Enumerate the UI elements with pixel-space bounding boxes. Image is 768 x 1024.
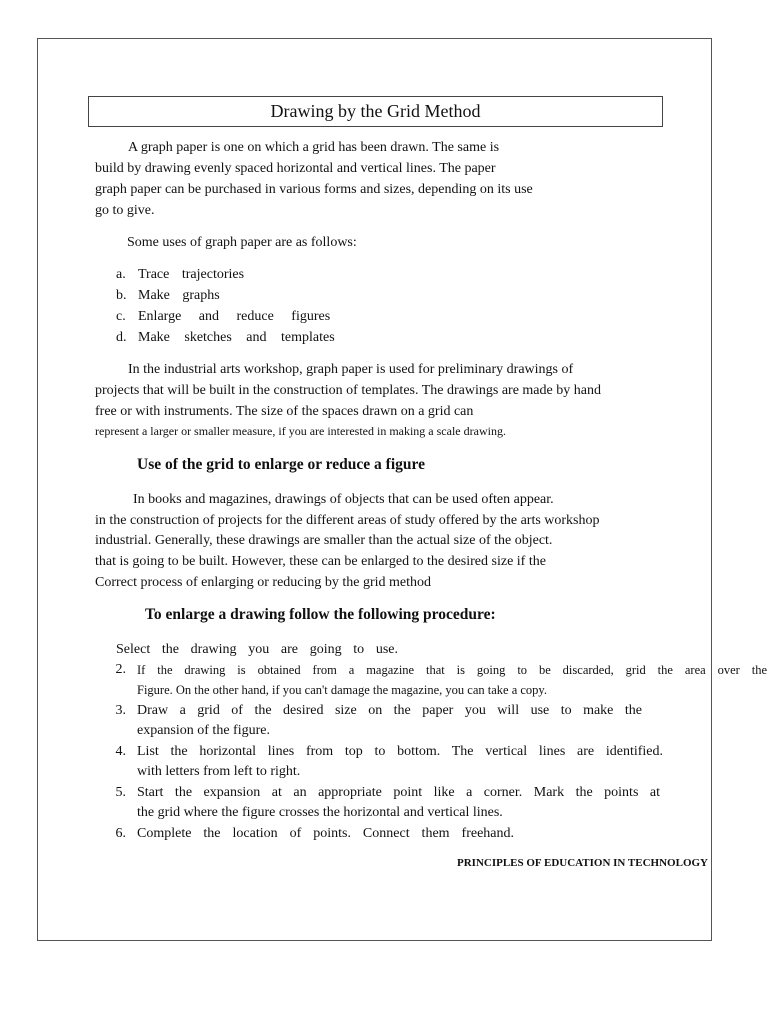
industrial-line-3: free or with instruments. The size of the spaces drawn on a grid can bbox=[95, 404, 474, 419]
books-line-4: that is going to be built. However, these can be enlarged to the desired size if the bbox=[95, 554, 546, 569]
uses-item-a-text: Trace trajectories bbox=[138, 267, 245, 282]
page-title bbox=[88, 96, 663, 127]
section-heading-procedure: To enlarge a drawing follow the following procedure: bbox=[145, 606, 496, 623]
step-5-line-2: the grid where the figure crosses the horizontal and vertical lines. bbox=[137, 805, 503, 820]
intro-line-1: A graph paper is one on which a grid has been drawn. The same is bbox=[128, 140, 500, 155]
uses-item-d-letter: d. bbox=[116, 330, 127, 345]
step-4-number: 4. bbox=[115, 744, 126, 759]
intro-line-4: go to give. bbox=[95, 203, 155, 218]
page-footer: PRINCIPLES OF EDUCATION IN TECHNOLOGY bbox=[457, 857, 708, 869]
step-4-line-2: with letters from left to right. bbox=[137, 764, 301, 779]
uses-item-b-text: Make graphs bbox=[138, 288, 220, 303]
uses-intro: Some uses of graph paper are as follows: bbox=[127, 235, 357, 250]
step-6-line-1: Complete the location of points. Connect them freehand. bbox=[137, 826, 514, 841]
step-6-number: 6. bbox=[115, 826, 126, 841]
step-4-line-1: List the horizontal lines from top to bottom. The vertical lines are identified. bbox=[137, 744, 663, 759]
step-3-line-2: expansion of the figure. bbox=[137, 723, 270, 738]
intro-line-2: build by drawing evenly spaced horizontal and vertical lines. The paper bbox=[95, 161, 496, 176]
books-line-5: Correct process of enlarging or reducing by the grid method bbox=[95, 575, 432, 590]
industrial-line-1: In the industrial arts workshop, graph paper is used for preliminary drawings of bbox=[128, 362, 574, 377]
step-5-line-1: Start the expansion at an appropriate point like a corner. Mark the points at bbox=[137, 785, 660, 800]
intro-line-3: graph paper can be purchased in various forms and sizes, depending on its use bbox=[95, 182, 533, 197]
step-2-number: 2. bbox=[115, 662, 126, 677]
industrial-line-2: projects that will be built in the construction of templates. The drawings are made by hand bbox=[95, 383, 601, 398]
step-2-line-2: Figure. On the other hand, if you can't damage the magazine, you can take a copy. bbox=[137, 683, 547, 697]
step-1-text: Select the drawing you are going to use. bbox=[116, 642, 398, 657]
step-3-number: 3. bbox=[115, 703, 126, 718]
uses-item-c-letter: c. bbox=[116, 309, 126, 324]
page-title-text: Drawing by the Grid Method bbox=[270, 101, 481, 121]
step-3-line-1: Draw a grid of the desired size on the paper you will use to make the bbox=[137, 703, 642, 718]
uses-item-d-text: Make sketches and templates bbox=[138, 330, 335, 345]
step-2-line-1: If the drawing is obtained from a magazine that is going to be discarded, grid the area over the bbox=[137, 663, 767, 677]
uses-item-b-letter: b. bbox=[116, 288, 127, 303]
books-line-1: In books and magazines, drawings of objects that can be used often appear. bbox=[133, 492, 554, 507]
books-line-2: in the construction of projects for the different areas of study offered by the arts workshop bbox=[95, 513, 600, 528]
industrial-line-4: represent a larger or smaller measure, if you are interested in making a scale drawing. bbox=[95, 424, 506, 438]
uses-item-a-letter: a. bbox=[116, 267, 126, 282]
section-heading-grid: Use of the grid to enlarge or reduce a figure bbox=[137, 456, 425, 473]
uses-item-c-text: Enlarge and reduce figures bbox=[138, 309, 331, 324]
books-line-3: industrial. Generally, these drawings are smaller than the actual size of the object. bbox=[95, 533, 553, 548]
step-5-number: 5. bbox=[115, 785, 126, 800]
